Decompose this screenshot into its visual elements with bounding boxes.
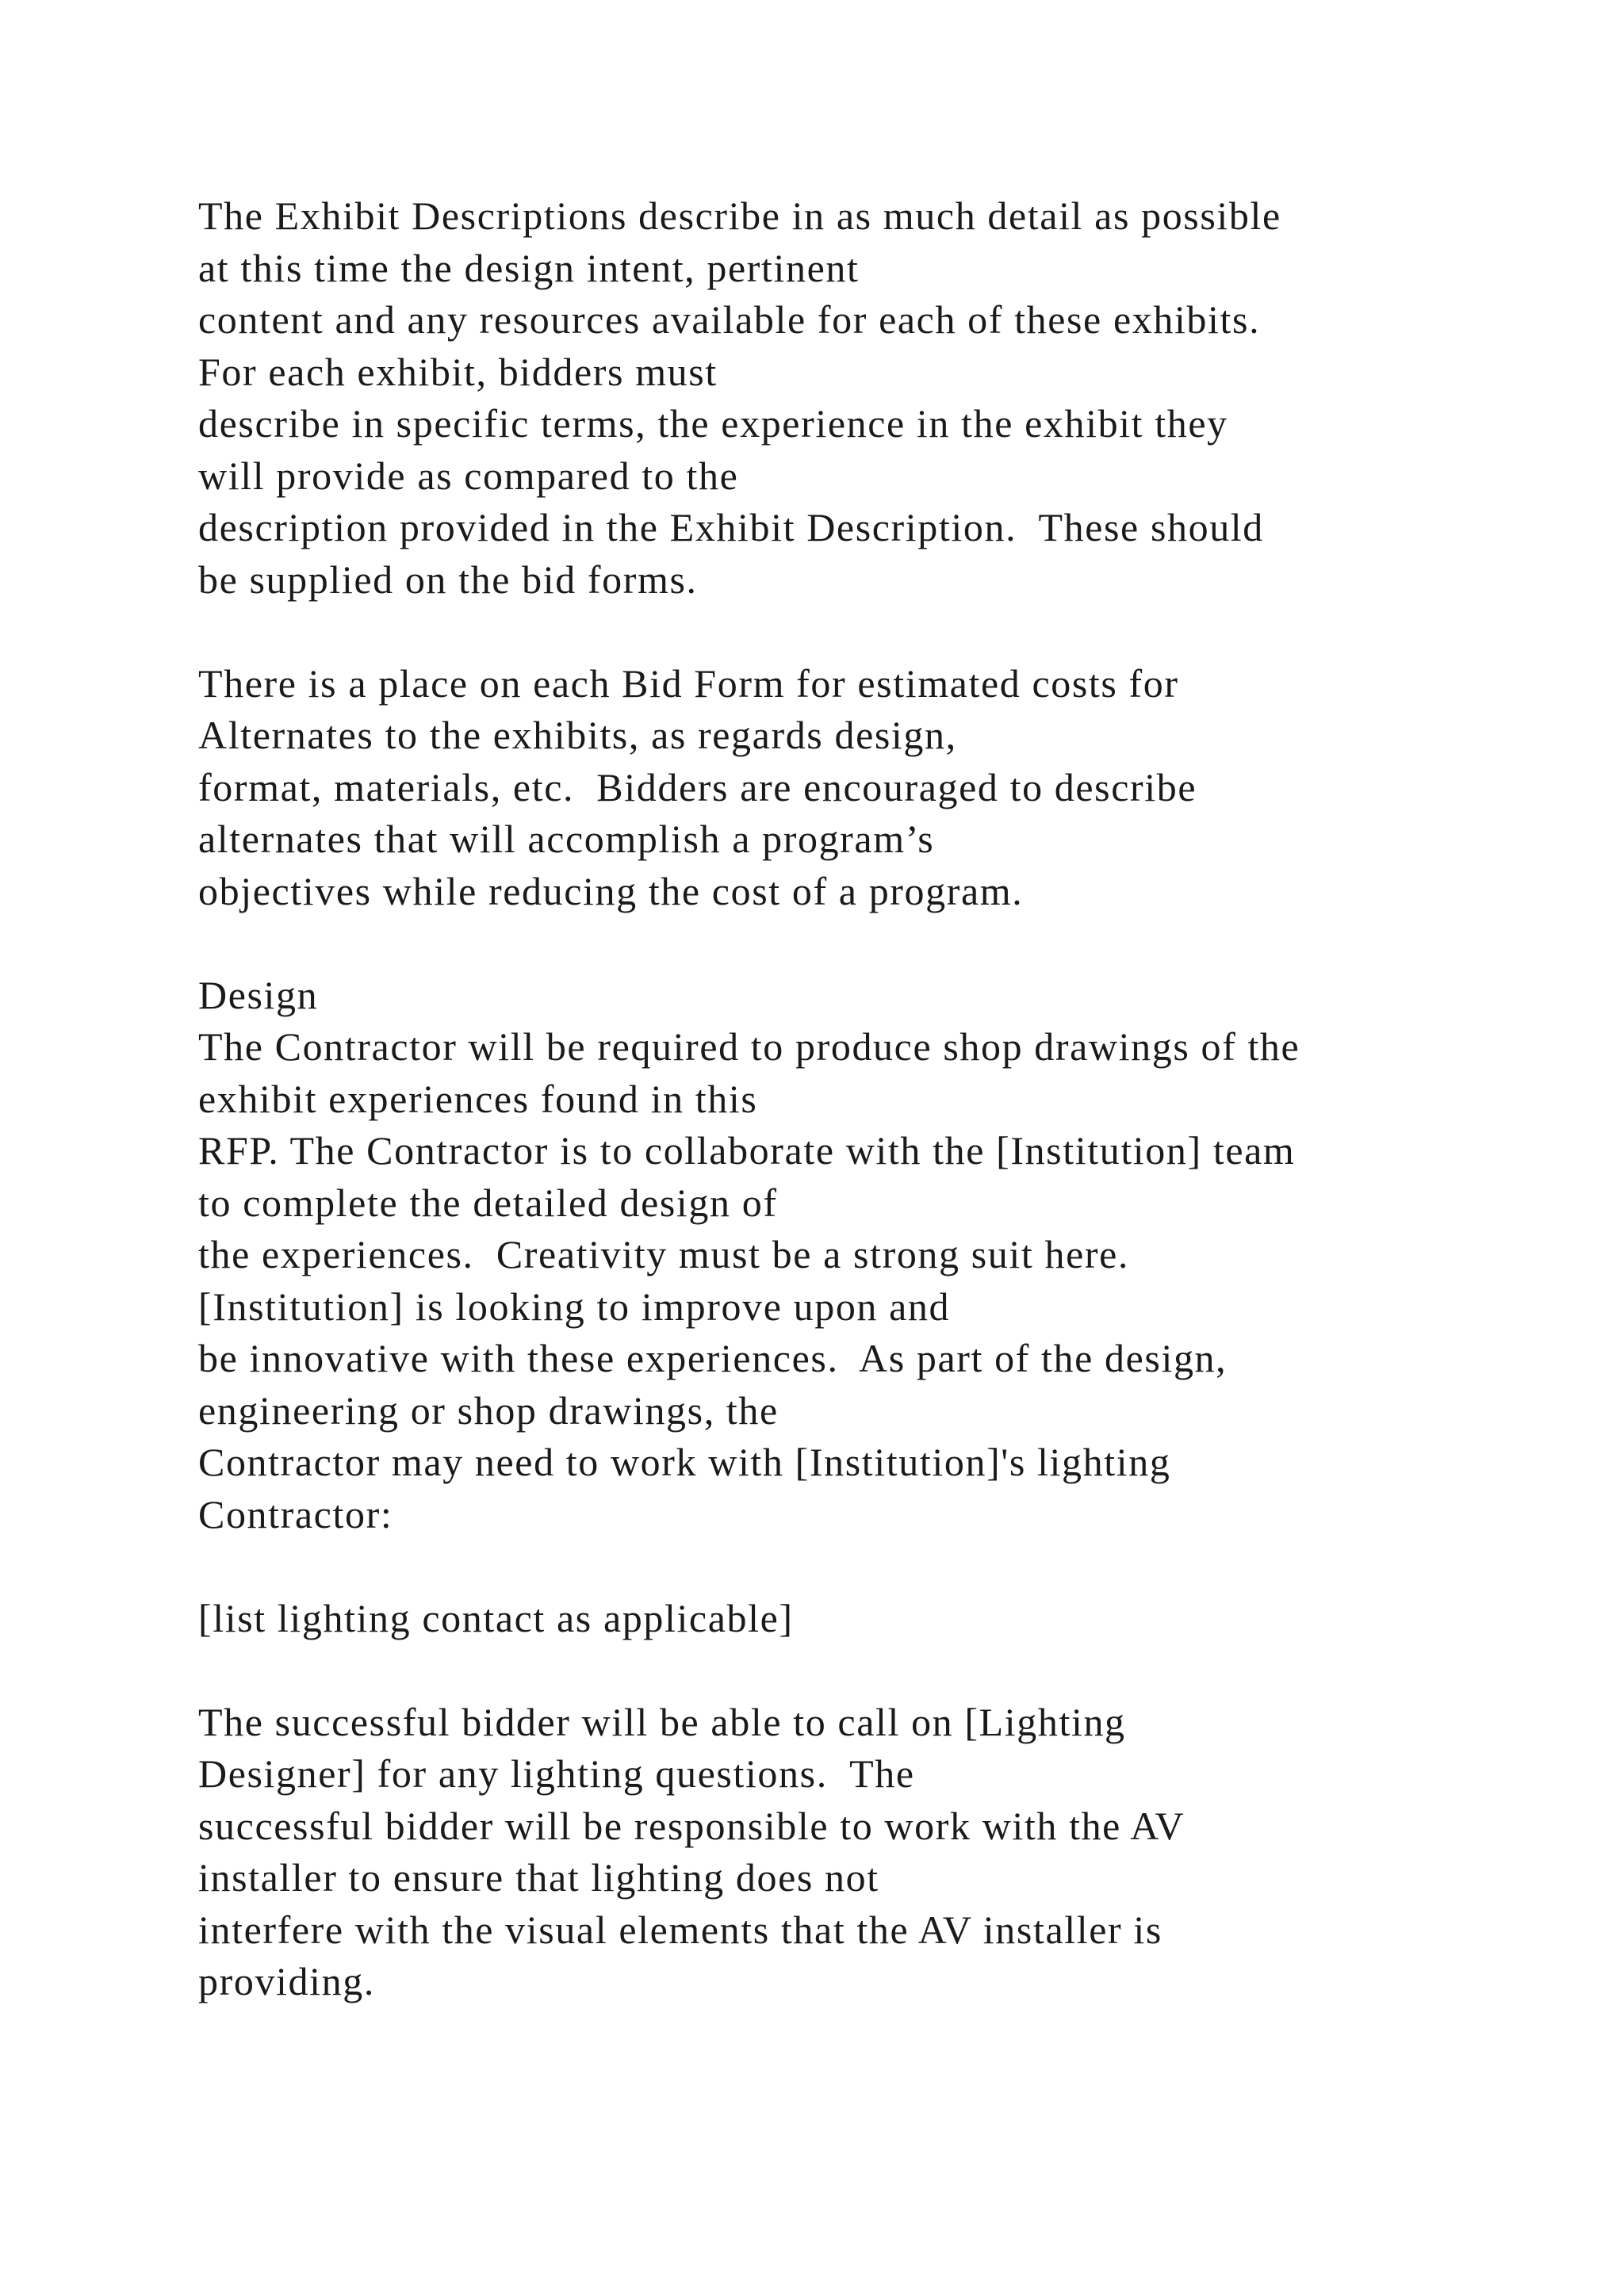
- text-line: content and any resources available for each of these exhibits.: [198, 297, 1261, 342]
- text-line: describe in specific terms, the experience in the exhibit they: [198, 401, 1228, 446]
- paragraph-spacer: [198, 1644, 1546, 1697]
- text-line: the experiences. Creativity must be a strong suit here.: [198, 1232, 1129, 1276]
- text-line: be innovative with these experiences. As part of the design,: [198, 1336, 1228, 1380]
- text-line: interfere with the visual elements that the AV installer is: [198, 1907, 1162, 1952]
- document-body: [198, 190, 1546, 2008]
- text-line: For each exhibit, bidders must: [198, 349, 718, 394]
- lighting-contact-placeholder: [list lighting contact as applicable]: [198, 1595, 794, 1640]
- text-line: alternates that will accomplish a program’s: [198, 817, 935, 861]
- text-line: The Exhibit Descriptions describe in as much detail as possible: [198, 193, 1281, 238]
- paragraph-spacer: [198, 1540, 1546, 1593]
- text-line: format, materials, etc. Bidders are encouraged to describe: [198, 764, 1197, 809]
- text-line: installer to ensure that lighting does not: [198, 1855, 879, 1900]
- paragraph-exhibit-descriptions: [198, 190, 1546, 606]
- text-line: Contractor:: [198, 1491, 393, 1536]
- text-line: RFP. The Contractor is to collaborate with the [Institution] team: [198, 1128, 1296, 1173]
- text-line: description provided in the Exhibit Description. These should: [198, 505, 1264, 549]
- section-heading-design: Design: [198, 972, 319, 1017]
- text-line: engineering or shop drawings, the: [198, 1387, 779, 1433]
- text-line: objectives while reducing the cost of a program.: [198, 868, 1024, 913]
- text-line: exhibit experiences found in this: [198, 1076, 758, 1121]
- text-line: will provide as compared to the: [198, 453, 739, 498]
- text-line: at this time the design intent, pertinent: [198, 245, 860, 290]
- paragraph-lighting-designer: [198, 1697, 1546, 2008]
- text-line: Contractor may need to work with [Institution]'s lighting: [198, 1440, 1171, 1484]
- paragraph-spacer: [198, 917, 1546, 970]
- text-line: providing.: [198, 1959, 375, 2003]
- text-line: The Contractor will be required to produce shop drawings of the: [198, 1024, 1300, 1069]
- paragraph-spacer: [198, 606, 1546, 658]
- paragraph-bid-form-alternates: [198, 658, 1546, 918]
- text-line: successful bidder will be responsible to work with the AV: [198, 1803, 1185, 1848]
- text-line: be supplied on the bid forms.: [198, 557, 698, 602]
- paragraph-design-contractor: [198, 1021, 1546, 1540]
- text-line: Alternates to the exhibits, as regards design,: [198, 713, 957, 757]
- text-line: to complete the detailed design of: [198, 1180, 778, 1225]
- text-line: There is a place on each Bid Form for estimated costs for: [198, 660, 1179, 706]
- text-line: [Institution] is looking to improve upon and: [198, 1284, 951, 1329]
- text-line: Designer] for any lighting questions. The: [198, 1751, 915, 1796]
- text-line: The successful bidder will be able to call on [Lighting: [198, 1699, 1126, 1744]
